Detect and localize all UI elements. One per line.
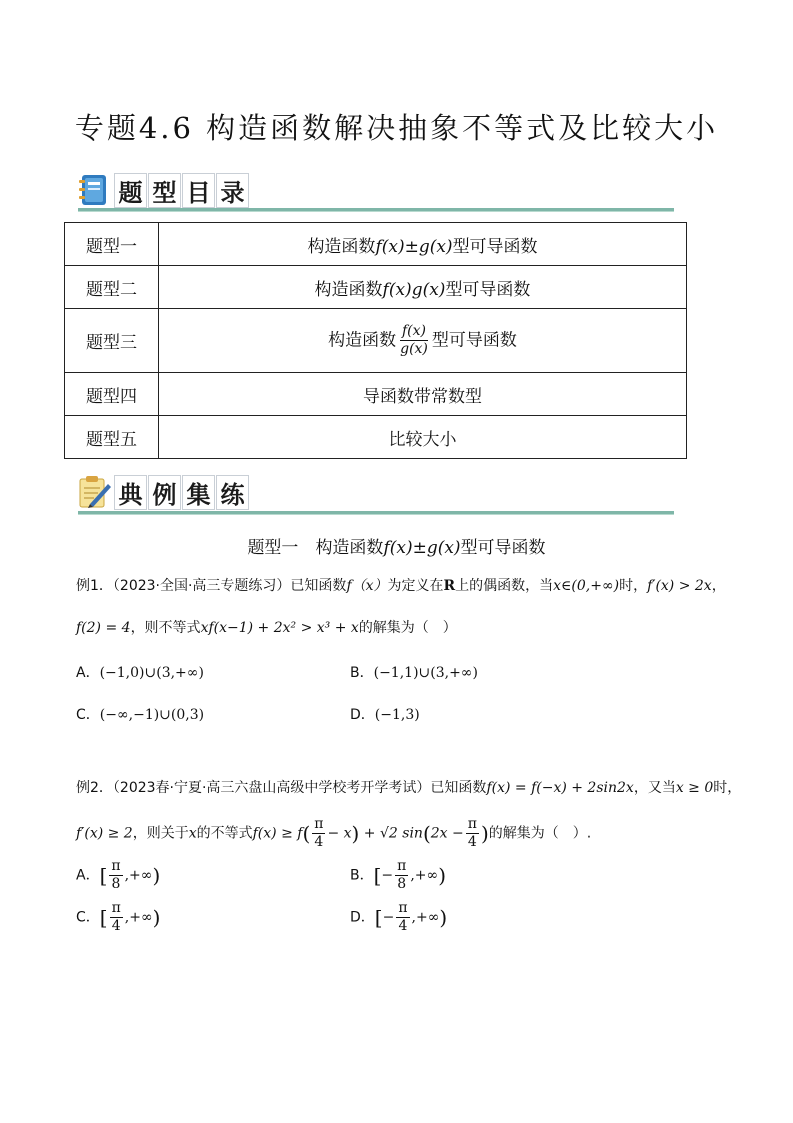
toc-header-char: 录 — [216, 173, 249, 208]
option-label: C． — [76, 909, 100, 926]
math: 2x − — [430, 825, 464, 842]
toc-title-text: 型可导函数 — [452, 236, 538, 257]
examples-header-rule — [78, 511, 674, 515]
paren-close: ) — [480, 821, 489, 846]
examples-header-char: 集 — [182, 475, 215, 510]
fraction-numerator: π — [314, 816, 324, 832]
toc-title-cell: 比较大小 — [159, 416, 687, 459]
toc-title-cell: 导函数带常数型 — [159, 373, 687, 416]
examples-header-char: 练 — [216, 475, 249, 510]
option-value: (−1,0)∪(3,+∞) — [99, 665, 204, 681]
option-label: A． — [76, 665, 100, 681]
example1-option-b[interactable] — [350, 662, 478, 682]
math: x∈(0,+∞) — [553, 578, 620, 594]
option-label: C． — [76, 707, 100, 723]
toc-header-char: 目 — [182, 173, 215, 208]
example2-option-a[interactable] — [76, 858, 160, 893]
toc-title-math: f(x)g(x) — [382, 279, 446, 300]
subsection-label: 题型一 — [247, 538, 299, 558]
option-label: B． — [350, 665, 374, 681]
examples-header-char: 例 — [148, 475, 181, 510]
paren-close: ) — [152, 863, 161, 888]
option-value: ,+∞ — [124, 909, 153, 926]
fraction-denominator: 4 — [467, 834, 477, 850]
option-value: (−1,3) — [374, 707, 420, 723]
math: f′(x) > 2x — [647, 578, 712, 594]
toc-type-cell: 题型三 — [65, 309, 159, 373]
math: + √2 sin — [359, 825, 423, 842]
toc-table — [64, 222, 687, 459]
toc-fraction — [398, 323, 430, 358]
toc-title-text: 型可导函数 — [445, 279, 531, 300]
math: f′(x) ≥ 2 — [76, 825, 133, 842]
paren-close: ) — [152, 905, 161, 930]
subsection-text: 构造函数 — [315, 538, 384, 558]
toc-row — [65, 416, 687, 459]
math: f(2) = 4 — [76, 620, 131, 636]
toc-section-header — [76, 170, 250, 210]
option-value: (−1,1)∪(3,+∞) — [373, 665, 478, 681]
subsection-text: 型可导函数 — [460, 538, 546, 558]
option-label: D． — [350, 909, 375, 926]
text: ，则关于 — [132, 825, 189, 842]
example1-option-d[interactable] — [350, 704, 420, 724]
toc-title-text: 构造函数 — [314, 279, 383, 300]
fraction-denominator: g(x) — [400, 341, 428, 357]
option-label: D． — [350, 707, 375, 723]
fraction-numerator: f(x) — [401, 323, 426, 339]
bracket-open: [ — [99, 863, 108, 888]
fraction-denominator: 4 — [398, 918, 408, 934]
fraction-numerator: π — [398, 900, 408, 916]
fraction — [395, 858, 408, 893]
option-label: A． — [76, 867, 100, 884]
option-value: (−∞,−1)∪(0,3) — [99, 707, 205, 723]
example2-option-c[interactable] — [76, 900, 160, 935]
toc-row — [65, 309, 687, 373]
toc-type-cell: 题型五 — [65, 416, 159, 459]
example1-source: 例1．（2023·全国·高三专题练习）已知函数 — [76, 578, 347, 594]
fraction-numerator: π — [467, 816, 477, 832]
math: R — [443, 578, 456, 594]
paren-open: ( — [422, 821, 431, 846]
bracket-open: [ — [99, 905, 108, 930]
fraction — [396, 900, 409, 935]
examples-header-char: 典 — [114, 475, 147, 510]
fraction — [109, 858, 122, 893]
example2-option-b[interactable] — [350, 858, 446, 893]
toc-header-char: 型 — [148, 173, 181, 208]
option-value: ,+∞ — [410, 867, 439, 884]
subsection-title — [0, 533, 793, 558]
text: 时， — [619, 578, 648, 594]
toc-type-cell: 题型一 — [65, 223, 159, 266]
option-label: B． — [350, 867, 374, 884]
text: 上的偶函数，当 — [455, 578, 554, 594]
text: ，则不等式 — [130, 620, 201, 636]
toc-title-text: 构造函数 — [328, 330, 397, 351]
paren-close: ) — [351, 821, 360, 846]
example2-line1 — [76, 778, 741, 798]
paren-open: ( — [302, 821, 311, 846]
toc-row — [65, 223, 687, 266]
math: f(x) = f(−x) + 2sin2x — [486, 780, 634, 796]
example1-option-c[interactable] — [76, 704, 204, 724]
fraction-numerator: π — [111, 858, 121, 874]
toc-title-cell — [159, 309, 687, 373]
subsection-math: f(x)±g(x) — [383, 538, 461, 558]
page-title: 专题4.6 构造函数解决抽象不等式及比较大小 — [74, 111, 719, 145]
paren-close: ) — [438, 863, 447, 888]
example1-line1 — [76, 576, 726, 596]
text: 的解集为（ ）. — [488, 825, 592, 842]
example2-source: 例2．（2023春·宁夏·高三六盘山高级中学校考开学考试）已知函数 — [76, 780, 487, 796]
toc-header-char: 题 — [114, 173, 147, 208]
toc-type-cell: 题型二 — [65, 266, 159, 309]
toc-title-cell — [159, 266, 687, 309]
math: xf(x−1) + 2x² > x³ + x — [200, 620, 359, 636]
math: x ≥ 0 — [675, 780, 714, 796]
example1-option-a[interactable] — [76, 662, 204, 682]
bracket-open: [ — [373, 863, 382, 888]
example2-option-d[interactable] — [350, 900, 447, 935]
fraction-denominator: 8 — [111, 876, 121, 892]
toc-title-text: 构造函数 — [307, 236, 376, 257]
toc-row — [65, 373, 687, 416]
toc-type-cell: 题型四 — [65, 373, 159, 416]
option-sign: − — [381, 867, 394, 884]
text: ， — [711, 578, 726, 594]
fraction-denominator: 4 — [314, 834, 324, 850]
math: x — [188, 825, 197, 842]
toc-title-cell — [159, 223, 687, 266]
math: f(x) ≥ f — [252, 825, 303, 842]
example1-line2 — [76, 618, 457, 638]
option-sign: − — [382, 909, 395, 926]
example2-line2 — [76, 816, 591, 851]
examples-section-header — [76, 472, 250, 512]
fraction — [110, 900, 123, 935]
text: 的解集为（ ） — [358, 620, 457, 636]
toc-row — [65, 266, 687, 309]
text: 时， — [713, 780, 742, 796]
toc-title-text: 型可导函数 — [431, 330, 517, 351]
paren-close: ) — [439, 905, 448, 930]
toc-title-math: f(x)±g(x) — [375, 236, 453, 257]
fraction-numerator: π — [111, 900, 121, 916]
notepad-pencil-icon — [76, 474, 112, 510]
fraction-numerator: π — [397, 858, 407, 874]
text: ，又当 — [633, 780, 676, 796]
math: f（x） — [346, 578, 388, 594]
toc-header-rule — [78, 208, 674, 212]
fraction — [312, 816, 325, 851]
fraction-denominator: 8 — [397, 876, 407, 892]
option-value: ,+∞ — [411, 909, 440, 926]
math: − x — [327, 825, 352, 842]
fraction — [466, 816, 479, 851]
notebook-icon — [76, 172, 112, 208]
text: 的不等式 — [196, 825, 253, 842]
fraction-denominator: 4 — [111, 918, 121, 934]
bracket-open: [ — [374, 905, 383, 930]
text: 为定义在 — [387, 578, 444, 594]
option-value: ,+∞ — [124, 867, 153, 884]
